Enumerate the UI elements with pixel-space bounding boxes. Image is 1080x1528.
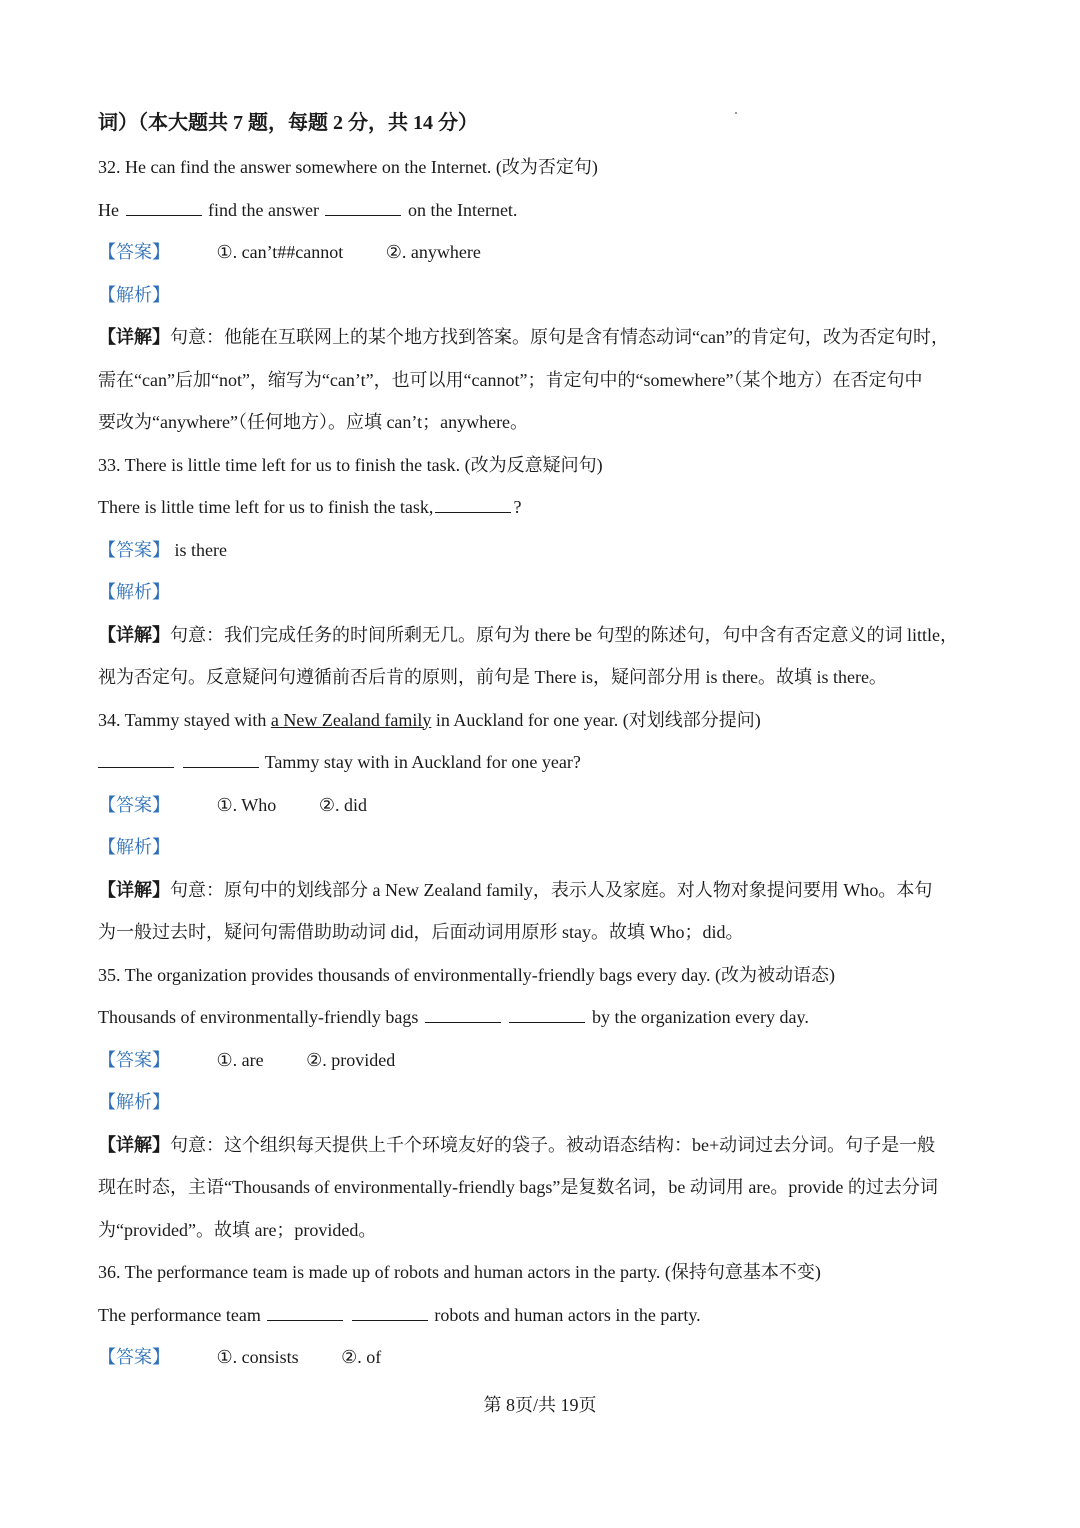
underlined-phrase: a New Zealand family [270,709,432,730]
fill-text: Thousands of environmentally-friendly bags [98,1007,419,1027]
detail-35-line-3: 为“provided”。故填 are；provided。 [98,1219,377,1240]
answer-33 [98,529,984,572]
page-number-footer: 第 8页/共 19页 [483,1395,597,1415]
detail-text: 句意：原句中的划线部分 a New Zealand family，表示人及家庭。对人物对象提问要用 Who。本句 [170,879,933,900]
detail-35-line-2: 现在时态，主语“Thousands of environmentally-friendly bags”是复数名词，be 动词用 are。provide 的过去分词 [98,1177,938,1197]
answer-blank [352,1319,428,1321]
fill-text: There is little time left for us to finish the task, [98,497,434,517]
fill-text: robots and human actors in the party. [434,1304,701,1325]
question-34 [98,699,984,742]
detail-text: 句意：他能在互联网上的某个地方找到答案。原句是含有情态动词“can”的肯定句，改为否定句时， [170,327,949,347]
answer-option-1: ①. Who [216,794,277,815]
answer-blank [183,766,259,768]
detail-32-line-3: 要改为“anywhere”（任何地方）。应填 can’t；anywhere。 [98,412,529,432]
detail-text: 句意：我们完成任务的时间所剩无几。原句为 there be 句型的陈述句，句中含有否定意义的词 little， [170,624,958,645]
analysis-tag: 【解析】 [98,1092,170,1112]
answer-tag: 【答案】 [98,794,170,815]
detail-tag: 【详解】 [98,1134,170,1155]
fill-text: ? [513,497,522,517]
answer-tag: 【答案】 [98,242,170,262]
question-33: 33. There is little time left for us to finish the task. (改为反意疑问句) [98,454,603,475]
question-35-fill [98,996,984,1039]
answer-option-2: ②. anywhere [385,242,481,262]
detail-34-line-2: 为一般过去时，疑问句需借助助动词 did，后面动词用原形 stay。故填 Who；did。 [98,922,744,942]
answer-blank [435,511,511,513]
question-35: 35. The organization provides thousands of environmentally-friendly bags every day. (改为被动语态) [98,964,835,985]
question-32-fill [98,189,984,232]
fill-text: by the organization every day. [591,1007,809,1027]
detail-tag: 【详解】 [98,327,170,347]
answer-tag: 【答案】 [98,1347,170,1367]
detail-34-line-1 [98,869,984,912]
detail-35-line-1 [98,1124,984,1167]
detail-tag: 【详解】 [98,879,170,900]
answer-blank [98,766,174,768]
answer-option-2: ②. provided [306,1049,396,1070]
question-36: 36. The performance team is made up of robots and human actors in the party. (保持句意基本不变) [98,1262,821,1282]
document-page [98,100,984,1379]
answer-blank [425,1021,501,1023]
detail-33-line-1 [98,614,984,657]
answer-option-2: ②. of [341,1347,382,1367]
analysis-tag: 【解析】 [98,837,170,857]
analysis-35 [98,1081,984,1124]
answer-option-2: ②. did [318,794,367,815]
fill-text: on the Internet. [407,199,518,220]
detail-32-line-2: 需在“can”后加“not”，缩写为“can’t”，也可以用“cannot”；肯定句中的“somewhere”（某个地方）在否定句中 [98,369,923,390]
answer-text: is there [174,539,227,560]
fill-text: He [98,199,119,220]
analysis-34 [98,826,984,869]
fill-text: The performance team [98,1304,261,1325]
fill-text: Tammy stay with in Auckland for one year? [264,752,581,772]
analysis-tag: 【解析】 [98,582,170,602]
detail-32-line-1 [98,316,984,359]
analysis-33 [98,571,984,614]
fill-text: find the answer [208,199,319,220]
answer-option-1: ①. are [216,1049,264,1070]
section-heading: 词）（本大题共 7 题，每题 2 分，共 14 分） [98,112,478,134]
answer-34 [98,784,984,827]
analysis-tag: 【解析】 [98,284,170,305]
answer-35 [98,1039,984,1082]
question-32: 32. He can find the answer somewhere on the Internet. (改为否定句) [98,157,598,177]
answer-tag: 【答案】 [98,539,170,560]
answer-32 [98,231,984,274]
question-33-fill [98,486,984,529]
answer-blank [126,214,202,216]
answer-blank [325,214,401,216]
question-34-fill [98,741,984,784]
answer-36 [98,1336,984,1379]
answer-tag: 【答案】 [98,1049,170,1070]
detail-tag: 【详解】 [98,624,170,645]
answer-option-1: ①. consists [216,1347,299,1367]
answer-option-1: ①. can’t##cannot [216,242,344,262]
analysis-32 [98,274,984,317]
answer-blank [509,1021,585,1023]
question-text: 34. Tammy stayed with [98,709,267,730]
detail-33-line-2: 视为否定句。反意疑问句遵循前否后肯的原则，前句是 There is，疑问部分用 is there。故填 is there。 [98,667,887,687]
question-36-fill [98,1294,984,1337]
answer-blank [267,1319,343,1321]
question-text: in Auckland for one year. (对划线部分提问) [435,709,761,730]
detail-text: 句意：这个组织每天提供上千个环境友好的袋子。被动语态结构：be+动词过去分词。句子是一般 [170,1134,936,1155]
